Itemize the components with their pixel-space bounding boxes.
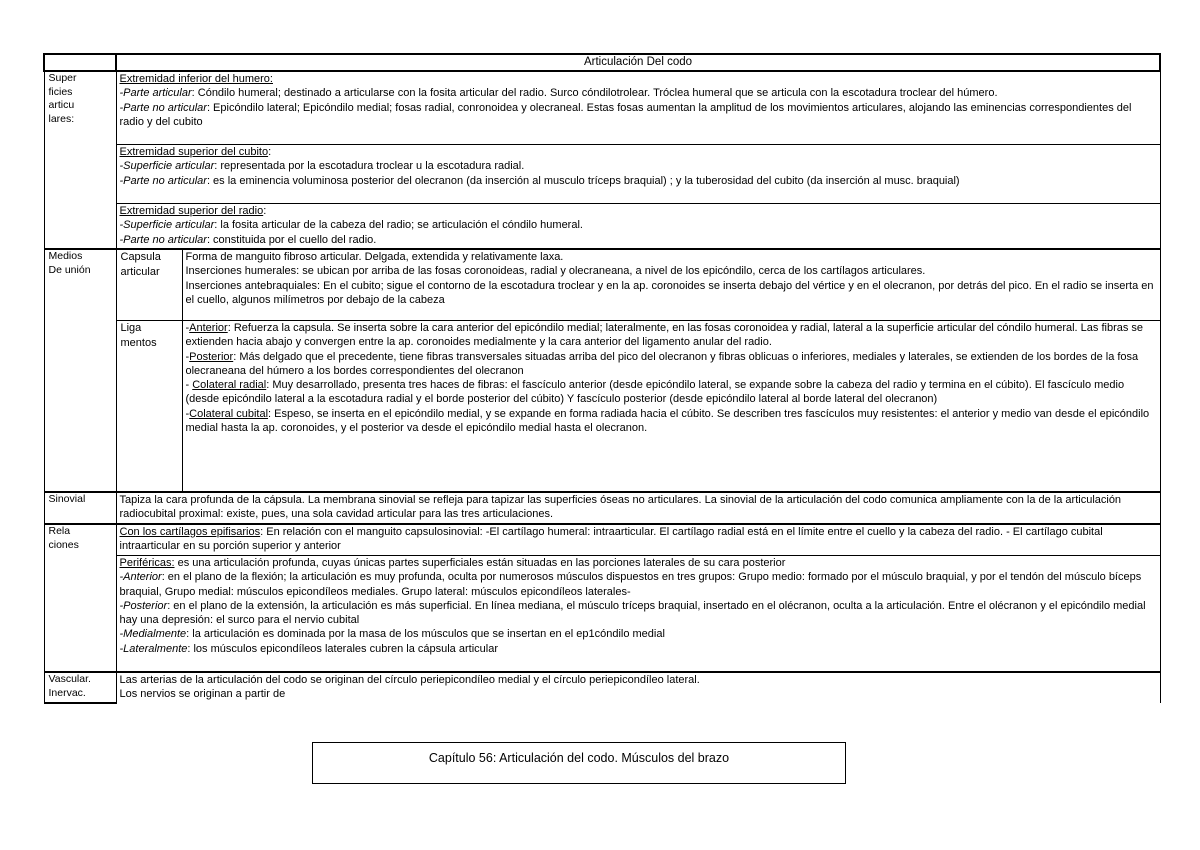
cell-sinovial: Tapiza la cara profunda de la cápsula. La membrana sinovial se refleja para tapizar las superficies óseas no articulares. La sinovial de la articulación del codo comunica ampliamente con la de la articulación radiocubital proximal: existe, pues, una sola cavidad articular para las tres articulaciones. [116, 492, 1160, 524]
heading-cubito: Extremidad superior del cubito [119, 146, 269, 158]
table-title: Articulación Del codo [116, 54, 1160, 71]
row-label-relaciones: Rela ciones [44, 524, 116, 672]
cell-ligamentos: -Anterior: Refuerza la capsula. Se inserta sobre la cara anterior del epicóndilo medial; lateralmente, en las fosas coronoidea y radial, lateral a la superficie articular del cóndilo humeral. Las fibras se extienden hacia abajo y convergen entre la ap. coronoides medialmente y la cara anterior del ligamento anular del radio. -Posterior: Más delgado que el precedente, tiene fibras transversales situadas arriba del pico del olecranon y fibras oblicuas o inferiores, mediales y laterales, se extienden de los bordes de la fosa olecraneana del húmero a los bordes correspondientes del olecranon - Colateral radial: Muy desarrollado, presenta tres haces de fibras: el fascículo anterior (desde epicóndilo lateral, se expande sobre la cabeza del radio y termina en el cúbito). El fascículo medio (desde epicóndilo lateral a la escotadura radial y el borde posterior del cúbito) Y fascículo posterior (desde epicóndilo lateral al borde lateral del olecranon) -Colateral cubital: Espeso, se inserta en el epicóndilo medial, y se expande en forma radiada hacia el cúbito. Se describen tres fascículos muy resistentes: el anterior y medio van desde el epicóndilo medial hasta la ap. coronoides, y el posterior va desde el epicóndilo medial hasta el olecranon. [182, 321, 1160, 493]
heading-radio: Extremidad superior del radio [119, 205, 264, 217]
sub-label-capsula: Capsula articular [116, 249, 182, 321]
table-row [44, 556, 1160, 673]
table-row [44, 672, 1160, 703]
table-row [44, 71, 1160, 145]
row-label-sinovial: Sinovial [44, 492, 116, 524]
cell-radio: Extremidad superior del radio: -Superficie articular: la fosita articular de la cabeza del radio; se articulación el cóndilo humeral. -Parte no articular: constituida por el cuello del radio. [116, 204, 1160, 250]
cell-cubito: Extremidad superior del cubito: -Superficie articular: representada por la escotadura troclear u la escotadura radial. -Parte no articular: es la eminencia voluminosa posterior del olecranon (da inserción al musculo tríceps braquial) ; y la tuberosidad del cubito (da inserción al musc. braquial) [116, 145, 1160, 204]
cell-perifericas: Periféricas: es una articulación profunda, cuyas únicas partes superficiales están situadas en las porciones laterales de su cara posterior -Anterior: en el plano de la flexión; la articulación es muy profunda, oculta por numerosos músculos dispuestos en tres grupos: Grupo medio: formado por el músculo braquial, y por el tendón del músculo bíceps braquial, Grupo medial: músculos epicondíleos mediales. Grupo lateral: músculos epicondíleos laterales- -Posterior: en el plano de la extensión, la articulación es más superficial. En línea mediana, el músculo tríceps braquial, insertado en el olécranon, oculta a la articulación. Entre el olécranon y el epicóndilo medial hay una depresión: el surco para el nervio cubital -Medialmente: la articulación es dominada por la masa de los músculos que se insertan en el ep1cóndilo medial -Lateralmente: los músculos epicondíleos laterales cubren la cápsula articular [116, 556, 1160, 673]
sub-label-ligamentos: Liga mentos [116, 321, 182, 493]
row-label-superficies: Super ficies articu lares: [44, 71, 116, 249]
cell-capsula: Forma de manguito fibroso articular. Delgada, extendida y relativamente laxa. Inserciones humerales: se ubican por arriba de las fosas coronoideas, radial y olecraneana, a nivel de los epicóndilo, cerca de los cartílagos articulares. Inserciones antebraquiales: En el cubito; sigue el contorno de la escotadura troclear y en la ap. coronoides se inserta debajo del vértice y en el olecranon, por detrás del pico. En el radio se inserta en el cuello, algunos milímetros por debajo de la cabeza [182, 249, 1160, 321]
table-row [44, 204, 1160, 250]
cell-humero: Extremidad inferior del humero: -Parte articular: Cóndilo humeral; destinado a articularse con la fosita articular del radio. Surco cóndilotrolear. Tróclea humeral que se articula con la escotadura troclear del húmero. -Parte no articular: Epicóndilo lateral; Epicóndilo medial; fosas radial, conronoidea y olecraneal. Estas fosas aumentan la amplitud de los movimientos articulares, alojando las eminencias correspondientes del radio y del cubito [116, 71, 1160, 145]
heading-humero: Extremidad inferior del humero: [119, 73, 273, 85]
table-row [44, 492, 1160, 524]
row-label-medios: Medios De unión [44, 249, 116, 492]
table-row [44, 145, 1160, 204]
elbow-joint-table [43, 53, 1161, 704]
table-row [44, 524, 1160, 556]
document-page [43, 53, 1159, 704]
cell-vascular: Las arterias de la articulación del codo se originan del círculo periepicondíleo medial y el círculo periepicondíleo lateral. Los nervios se originan a partir de [116, 672, 1160, 703]
table-row [44, 249, 1160, 321]
table-row [44, 321, 1160, 493]
table-header-row [44, 54, 1160, 71]
row-label-vascular: Vascular. Inervac. [44, 672, 116, 703]
chapter-caption: Capítulo 56: Articulación del codo. Músculos del brazo [312, 742, 846, 784]
cell-cartilagos: Con los cartílagos epifisarios: En relación con el manguito capsulosinovial: -El cartílago humeral: intraarticular. El cartílago radial está en el límite entre el cuello y la cabeza del radio. - El cartílago cubital intraarticular en su porción superior y anterior [116, 524, 1160, 556]
